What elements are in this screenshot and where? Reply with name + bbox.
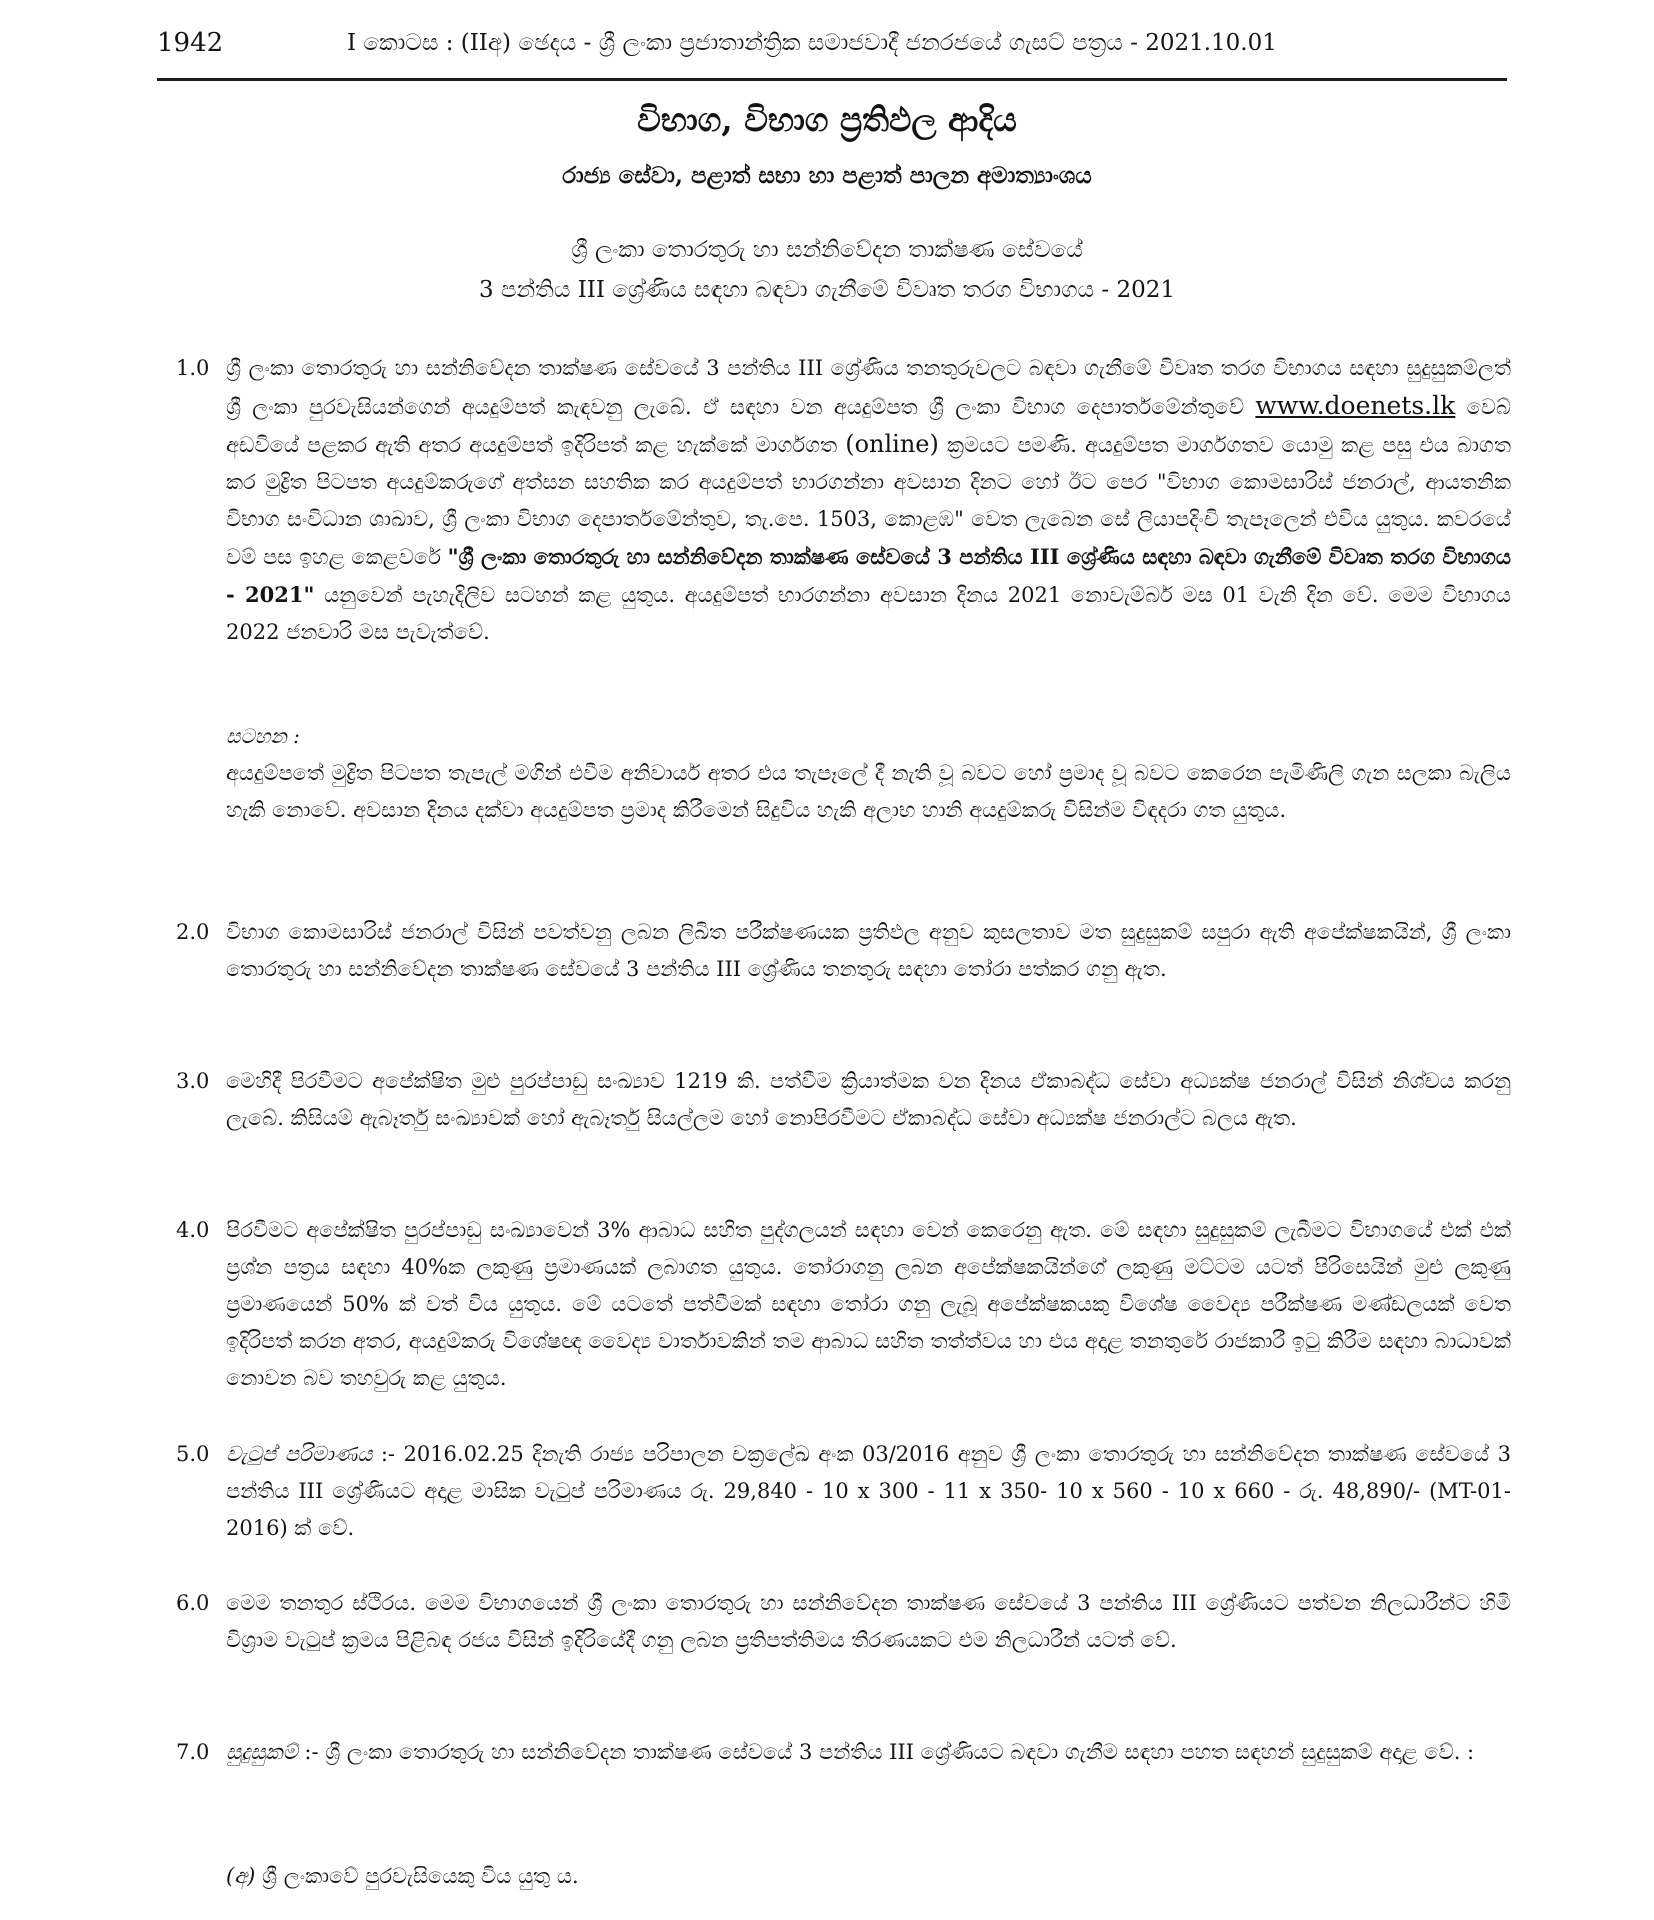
note-block (226, 718, 1511, 829)
clause-1-part-d: යනුවෙන් පැහැදිලිව සටහන් කළ යුතුය. අයදුම්පත් භාරගන්නා අවසාන දිනය 2021 නොවැම්බර් මස 01 වැනි දින වේ. මෙම විභාගය 2022 ජනවාරි මස පැවැත්වේ. (226, 583, 1511, 644)
clause-number: 7.0 (176, 1740, 210, 1764)
section-title: විභාග, විභාග ප්‍රතිඵල ආදිය (637, 100, 1017, 139)
clause-7-label: සුදුසුකම් (226, 1740, 298, 1764)
header-divider (157, 78, 1507, 81)
clause-text: මෙහිදී පිරවීමට අපේක්ෂිත මුළු පුරප්පාඩු සංඛ්‍යාව 1219 කි. පත්වීම ක්‍රියාත්මක වන දිනය ඒකාබද්ධ සේවා අධ්‍යක්ෂ ජනරාල් විසින් නිශ්චය කරනු ලැබේ. කිසියම් ඇබෑර්තු සංඛ්‍යාවක් හෝ ඇබෑර්තු සියල්ලම හෝ නොපිරවීමට ඒකාබද්ධ සේවා අධ්‍යක්ෂ ජනරාල්ට බලය ඇත. (226, 1069, 1511, 1130)
online-text: (online) (845, 430, 939, 458)
clause-1-bold-title: "ශ්‍රී ලංකා තොරතුරු හා සන්නිවේදන තාක්ෂණ සේවයේ 3 පන්තිය III ශ්‍රේණිය සඳහා බඳවා ගැනීමේ විවෘත තරග විභාගය - 2021" (226, 544, 1511, 607)
clause-number: 6.0 (176, 1591, 210, 1615)
clause-text: පිරවීමට අපේක්ෂිත පුරප්පාඩු සංඛ්‍යාවෙන් 3% ආබාධ සහිත පුද්ගලයන් සඳහා වෙන් කෙරෙනු ඇත. මේ සඳහා සුදුසුකම් ලැබීමට විභාගයේ එක් එක් ප්‍රශ්න පත්‍රය සඳහා 40%ක ලකුණු ප්‍රමාණයක් ලබාගත යුතුය. තෝරාගනු ලබන අපේක්ෂකයින්ගේ ලකුණු මට්ටම යටත් පිරිසෙයින් මුළු ලකුණු ප්‍රමාණයෙන් 50% ක් වත් විය යුතුය. මේ යටතේ පත්වීමක් සඳහා තෝරා ගනු ලැබූ අපේක්ෂකයකු විශේෂ වෛද්‍ය පරීක්ෂණ මණ්ඩලයක් වෙත ඉදිරිපත් කරන අතර, අයදුම්කරු විශේෂඥ වෛද්‍ය වාර්තාවකින් තම ආබාධ සහිත තත්ත්වය හා එය අදාළ තනතුරේ රාජකාරී ඉටු කිරීම සඳහා බාධාවක් නොවන බව තහවුරු කළ යුතුය. (226, 1218, 1512, 1390)
subitem-text: ශ්‍රී ලංකාවේ පුරවැසියෙකු විය යුතු ය. (262, 1864, 579, 1888)
website-link[interactable]: www.doenets.lk (1255, 391, 1456, 420)
running-head: I කොටස : (IIඅ) ඡෙදය - ශ්‍රී ලංකා ප්‍රජාතාන්ත්‍රික සමාජවාදී ජනරජයේ ගැසට් පත්‍රය - 2021.10.01 (347, 30, 1277, 56)
page-header (157, 20, 1507, 82)
clause-text: මෙම තනතුර ස්ථිරය. මෙම විභාගයෙන් ශ්‍රී ලංකා තොරතුරු හා සන්නිවේදන තාක්ෂණ සේවයේ 3 පන්තිය III ශ්‍රේණියට පත්වන නිලධාරීන්ට හිමි විශ්‍රාම වැටුප් ක්‍රමය පිළිබඳ රජය විසින් ඉදිරියේදී ගනු ලබන ප්‍රතිපත්තිමය තීරණයකට එම නිලධාරීන් යටත් වේ. (226, 1591, 1511, 1652)
clause-1-part-c: ක්‍රමයට පමණි. අයදුම්පත මාර්ගගතව යොමු කළ පසු එය බාගත කර මුද්‍රිත පිටපත අයදුම්කරුගේ අත්සන සහතික කර අයදුම්පත් භාරගන්නා අවසාන දිනට හෝ ඊට පෙර "විභාග කොමසාරිස් ජනරාල්, ආයතනික විභාග සංවිධාන ශාඛාව, ශ්‍රී ලංකා විභාග දෙපාර්තමේන්තුව, තැ.පෙ. 1503, කොළඹ" වෙත ලැබෙන සේ ලියාපදිංචි තැපෑලෙන් එවිය යුතුය. කවරයේ වම් පස ඉහළ කෙළවරේ (226, 433, 1511, 569)
clause-7-text: :- ශ්‍රී ලංකා තොරතුරු හා සන්නිවේදන තාක්ෂණ සේවයේ 3 පන්තිය III ශ්‍රේණියට බඳවා ගැනීම සඳහා පහත සඳහන් සුදුසුකම් අදාළ වේ. : (304, 1740, 1475, 1764)
exam-title (0, 230, 1654, 310)
clause-1-part-a: ශ්‍රී ලංකා තොරතුරු හා සන්නිවේදන තාක්ෂණ සේවයේ 3 පන්තිය III ශ්‍රේණිය තනතුරුවලට බඳවා ගැනීමේ විවෘත තරග විභාගය සඳහා සුදුසුකම්ලත් ශ්‍රී ලංකා පුරවැසියන්ගෙන් අයදුම්පත් කැඳවනු ලැබේ. ඒ සඳහා වන අයදුම්පත ශ්‍රී ලංකා විභාග දෙපාර්තමේන්තුවේ (226, 356, 1511, 419)
subitem-a (226, 1858, 579, 1895)
clause-number: 5.0 (176, 1442, 210, 1466)
clause-text: විභාග කොමසාරිස් ජනරාල් විසින් පවත්වනු ලබන ලිඛිත පරීක්ෂණයක ප්‍රතිඵල අනුව කුසලතාව මත සුදුසුකම් සපුරා ඇති අපේක්ෂකයින්, ශ්‍රී ලංකා තොරතුරු හා සන්නිවේදන තාක්ෂණ සේවයේ 3 පන්තිය III ශ්‍රේණිය තනතුරු සඳහා තෝරා පත්කර ගනු ඇත. (226, 920, 1511, 981)
clause-number: 1.0 (176, 356, 210, 380)
clause-text (226, 1436, 1511, 1547)
note-label: සටහන : (226, 724, 300, 748)
page-number: 1942 (157, 28, 224, 58)
clause-number: 4.0 (176, 1218, 210, 1242)
note-text: අයදුම්පතේ මුද්‍රිත පිටපත තැපැල් මගින් එවීම අනිවාර්ය අතර එය තැපෑලේ දී නැති වූ බවට හෝ ප්‍රමාද වූ බවට කෙරෙන පැමිණිලි ගැන සලකා බැලිය හැකි නොවේ. අවසාන දිනය දක්වා අයදුම්පත ප්‍රමාද කිරීමෙන් සිදුවිය හැකි අලාභ හානි අයදුම්කරු විසින්ම විඳදරා ගත යුතුය. (226, 761, 1511, 822)
exam-title-line-1: ශ්‍රී ලංකා තොරතුරු හා සන්නිවේදන තාක්ෂණ සේවයේ (571, 237, 1083, 263)
clause-5-text: :- 2016.02.25 දිනැති රාජ්‍ය පරිපාලන චක්‍රලේඛ අංක 03/2016 අනුව ශ්‍රී ලංකා තොරතුරු හා සන්නිවේදන තාක්ෂණ සේවයේ 3 පන්තිය III ශ්‍රේණියට අදාළ මාසික වැටුප් පරිමාණය රු. 29,840 - 10 x 300 - 11 x 350- 10 x 560 - 10 x 660 - රු. 48,890/- (MT-01-2016) ක් වේ. (226, 1442, 1511, 1540)
clause-1-part-b: වෙබ් අඩවියේ පළකර ඇති අතර අයදුම්පත් ඉදිරිපත් කළ හැක්කේ මාර්ගගත (226, 395, 1511, 457)
subitem-label: (අ) (226, 1864, 256, 1888)
clause-number: 2.0 (176, 920, 210, 944)
clause-text (226, 350, 1511, 651)
ministry-heading: රාජ්‍ය සේවා, පළාත් සභා හා පළාත් පාලන අමාත්‍යාංශය (562, 162, 1092, 189)
clause-5-label: වැටුප් පරිමාණය (226, 1442, 373, 1466)
clause-text (226, 1734, 1511, 1771)
exam-title-line-2: 3 පන්තිය III ශ්‍රේණිය සඳහා බඳවා ගැනීමේ විවෘත තරග විභාගය - 2021 (478, 277, 1176, 303)
clause-number: 3.0 (176, 1069, 210, 1093)
